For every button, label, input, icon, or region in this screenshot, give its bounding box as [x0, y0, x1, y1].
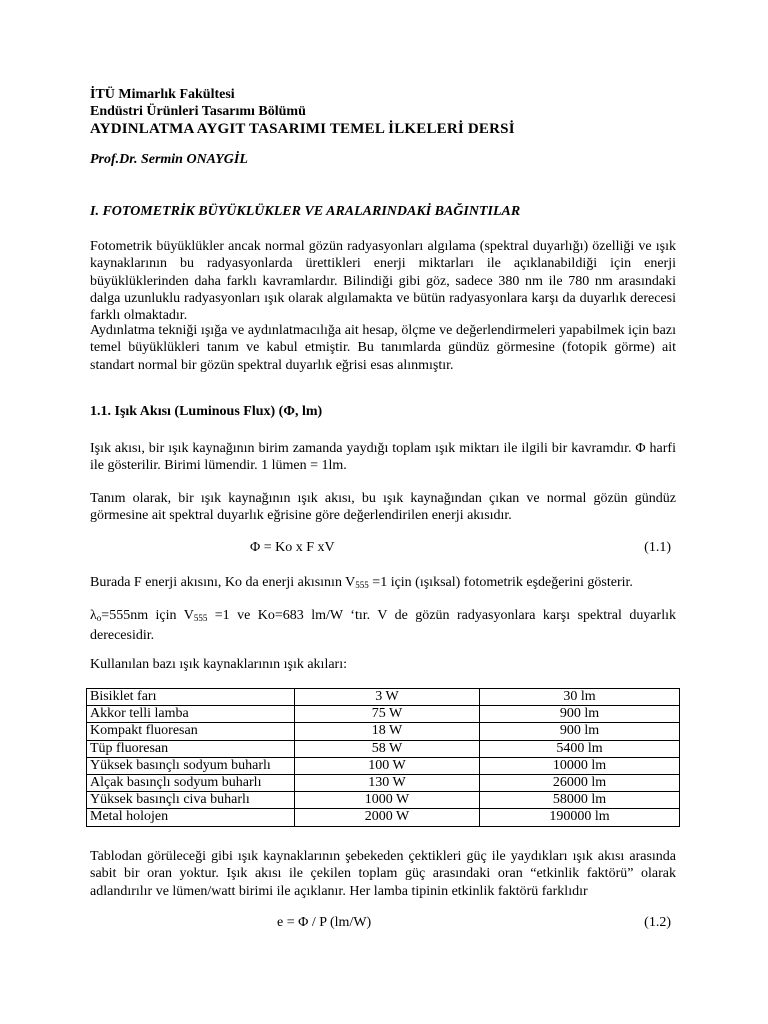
table-row [87, 757, 680, 774]
department-name: Endüstri Ürünleri Tasarımı Bölümü [90, 104, 306, 119]
lamp-type-cell: Bisiklet farı [87, 689, 295, 706]
lambda-subscript: o [96, 613, 102, 623]
lamp-type-cell: Alçak basınçlı sodyum buharlı [87, 774, 295, 791]
explanation-2-text-b: =1 ve Ko=683 lm/W ‘tır. V de gözün radyasyonlara karşı spektral duyarlık derecesidir. [90, 608, 676, 644]
explanation-1-text-b: =1 için (ışıksal) fotometrik eşdeğerini gösterir. [368, 575, 633, 590]
lamp-flux-cell: 190000 lm [480, 809, 680, 826]
explanation-1-text-a: Burada F enerji akısını, Ko da enerji akısının V [90, 575, 356, 590]
lamp-power-cell: 130 W [295, 774, 480, 791]
lamp-power-cell: 58 W [295, 740, 480, 757]
lamp-type-cell: Metal holojen [87, 809, 295, 826]
lamp-flux-cell: 26000 lm [480, 774, 680, 791]
section-title: I. FOTOMETRİK BÜYÜKLÜKLER VE ARALARINDAKİ BAĞINTILAR [90, 204, 521, 219]
lamp-type-cell: Yüksek basınçlı sodyum buharlı [87, 757, 295, 774]
lamp-flux-table [86, 688, 680, 827]
explanation-2 [90, 607, 676, 645]
flux-paragraph-1: Işık akısı, bir ışık kaynağının birim zamanda yaydığı toplam ışık miktarı ile ilgili bir kavramdır. Φ harfi ile gösterilir. Birimi lümendir. 1 lümen = 1lm. [90, 441, 676, 474]
lamp-type-cell: Kompakt fluoresan [87, 723, 295, 740]
lamp-flux-cell: 900 lm [480, 723, 680, 740]
lamp-power-cell: 2000 W [295, 809, 480, 826]
table-row [87, 809, 680, 826]
lamp-power-cell: 18 W [295, 723, 480, 740]
lamp-type-cell: Tüp fluoresan [87, 740, 295, 757]
equation-2-formula: e = Φ / P (lm/W) [277, 915, 372, 930]
table-intro: Kullanılan bazı ışık kaynaklarının ışık akıları: [90, 657, 347, 672]
faculty-name: İTÜ Mimarlık Fakültesi [90, 87, 235, 102]
lamp-type-cell: Yüksek basınçlı civa buharlı [87, 792, 295, 809]
equation-2-number: (1.2) [644, 915, 671, 930]
explanation-2-subscript: 555 [193, 613, 208, 623]
course-title: AYDINLATMA AYGIT TASARIMI TEMEL İLKELERİ DERSİ [90, 121, 515, 137]
equation-1-formula: Φ = Ko x F xV [250, 540, 335, 555]
explanation-1 [90, 574, 676, 594]
lamp-flux-cell: 5400 lm [480, 740, 680, 757]
intro-paragraph-2: Aydınlatma tekniği ışığa ve aydınlatmacılığa ait hesap, ölçme ve değerlendirmeleri yapabilmek için bazı temel büyüklükleri tanım ve kabul etmiştir. Bu tanımlarda gündüz görmesine (fotopik görme) ait standart normal bir gözün spektral duyarlık eğrisi esas alınmıştır. [90, 323, 676, 373]
explanation-1-subscript: 555 [355, 580, 369, 590]
lambda-symbol: λ [90, 608, 97, 623]
flux-paragraph-2: Tanım olarak, bir ışık kaynağının ışık akısı, bu ışık kaynağından çıkan ve normal gözün gündüz görmesine ait spektral duyarlık eğrisine göre değerlendirilen enerji akısıdır. [90, 491, 676, 524]
lamp-flux-cell: 900 lm [480, 706, 680, 723]
lamp-power-cell: 1000 W [295, 792, 480, 809]
subsection-title: 1.1. Işık Akısı (Luminous Flux) (Φ, lm) [90, 404, 323, 419]
lamp-flux-cell: 30 lm [480, 689, 680, 706]
lamp-type-cell: Akkor telli lamba [87, 706, 295, 723]
table-row [87, 706, 680, 723]
efficacy-paragraph: Tablodan görüleceği gibi ışık kaynaklarının şebekeden çektikleri güç ile yaydıkları ışık akısı arasında sabit bir oran yoktur. Işık akısı ile çekilen toplam güç arasındaki oran “etkinlik faktörü” olarak adlandırılır ve lümen/watt birimi ile açıklanır. Her lamba tipinin etkinlik faktörü farklıdır [90, 849, 676, 899]
table-row [87, 723, 680, 740]
lamp-flux-cell: 58000 lm [480, 792, 680, 809]
lamp-power-cell: 100 W [295, 757, 480, 774]
author-name: Prof.Dr. Sermin ONAYGİL [90, 152, 248, 167]
table-row [87, 774, 680, 791]
table-row [87, 740, 680, 757]
intro-paragraph-1: Fotometrik büyüklükler ancak normal gözün radyasyonları algılama (spektral duyarlığı) özelliği ve ışık kaynaklarının bu radyasyonlarda ürettikleri enerji miktarları ile açıklanabildiği için enerji büyüklüklerinden daha farklı kavramlardır. Bilindiği gibi göz, sadece 380 nm ile 780 nm arasındaki dalga uzunluklu radyasyonları ışık olarak algılamakta ve bütün radyasyonlara karşı da duyarlık derecesi farklı olmaktadır. [90, 239, 676, 324]
table-row [87, 689, 680, 706]
lamp-power-cell: 75 W [295, 706, 480, 723]
lamp-flux-cell: 10000 lm [480, 757, 680, 774]
equation-1-number: (1.1) [644, 540, 671, 555]
lamp-power-cell: 3 W [295, 689, 480, 706]
table-row [87, 792, 680, 809]
explanation-2-text-a: =555nm için V [101, 608, 194, 623]
